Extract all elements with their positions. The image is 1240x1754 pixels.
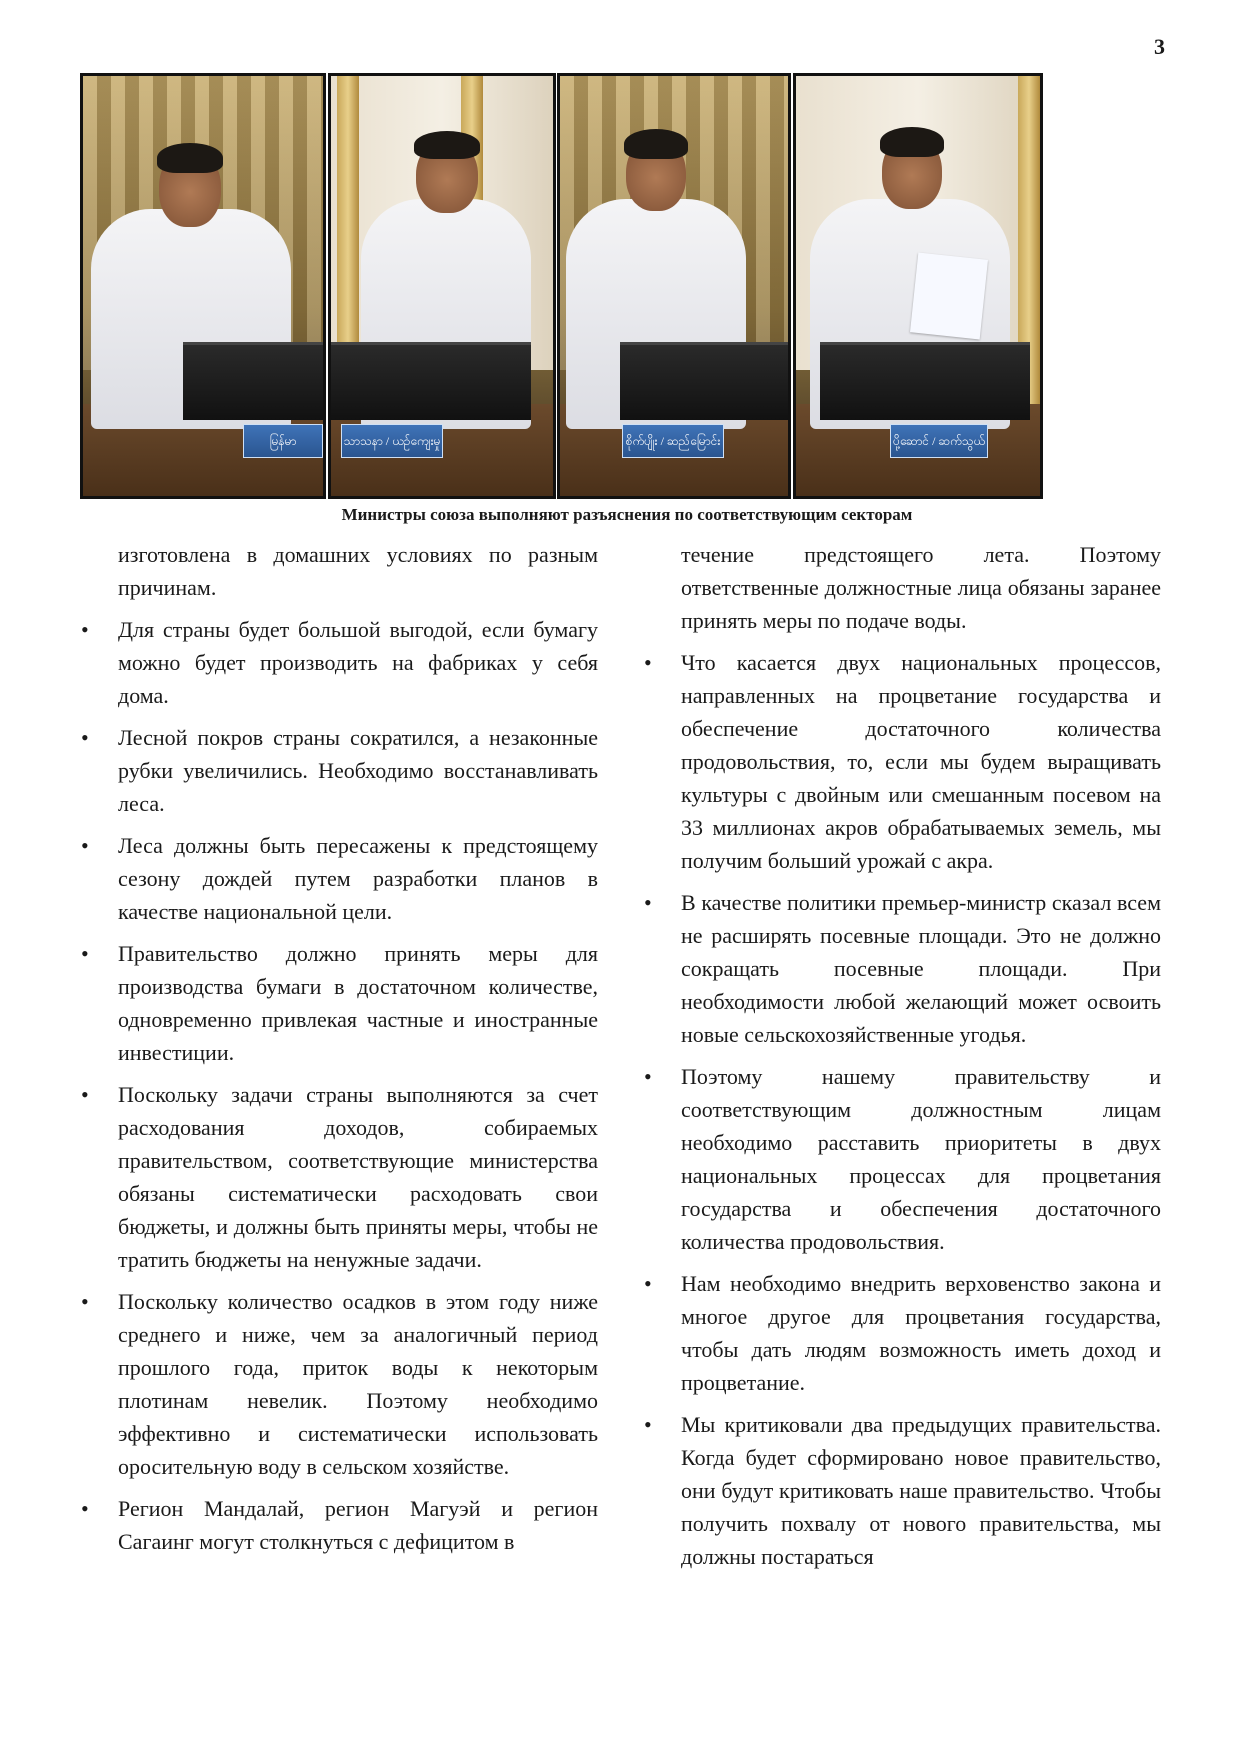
list-item: • Леса должны быть пересажены к предстоящему сезону дождей путем разработки планов в качестве национальной цели. xyxy=(118,829,598,928)
list-item: • Поскольку количество осадков в этом году ниже среднего и ниже, чем за аналогичный период прошлого года, приток воды к некоторым плотинам невелик. Поэтому необходимо эффективно и систематически использовать оросительную воду в сельском хозяйстве. xyxy=(118,1285,598,1483)
list-item: • Для страны будет большой выгодой, если бумагу можно будет производить на фабриках у себя дома. xyxy=(118,613,598,712)
list-item: • Мы критиковали два предыдущих правительства. Когда будет сформировано новое правительство, они будут критиковать наше правительство. Чтобы получить похвалу от нового правительства, мы должны постараться xyxy=(681,1408,1161,1573)
list-item: • Поскольку задачи страны выполняются за счет расходования доходов, собираемых правительством, соответствующие министерства обязаны систематически расходовать свои бюджеты, и должны быть приняты меры, чтобы не тратить бюджеты на ненужные задачи. xyxy=(118,1078,598,1276)
list-item: • Что касается двух национальных процессов, направленных на процветание государства и обеспечение достаточного количества продовольствия, то, если мы будем выращивать культуры с двойным или смешанным посевом на 33 миллионах акров обрабатываемых земель, мы получим больший урожай с акра. xyxy=(681,646,1161,877)
list-item: • Нам необходимо внедрить верховенство закона и многое другое для процветания государства, чтобы дать людям возможность иметь доход и процветание. xyxy=(681,1267,1161,1399)
minister-photo-3 xyxy=(557,73,791,499)
list-item: • Поэтому нашему правительству и соответствующим должностным лицам необходимо расставить приоритеты в двух национальных процессах для процветания государства и обеспечения достаточного количества продовольствия. xyxy=(681,1060,1161,1258)
nameplate: သာသနာ / ယဉ်ကျေးမှု xyxy=(341,424,443,458)
continued-paragraph: изготовлена в домашних условиях по разным причинам. xyxy=(118,542,598,600)
photo-caption: Министры союза выполняют разъяснения по соответствующим секторам xyxy=(341,505,913,524)
list-item: • Регион Мандалай, регион Магуэй и регион Сагаинг могут столкнуться с дефицитом в xyxy=(118,1492,598,1558)
bullet-list xyxy=(118,613,598,1558)
minister-photo-1 xyxy=(80,73,326,499)
list-item: • Правительство должно принять меры для производства бумаги в достаточном количестве, одновременно привлекая частные и иностранные инвестиции. xyxy=(118,937,598,1069)
bullet-list xyxy=(681,646,1161,1573)
nameplate: စိုက်ပျိုး / ဆည်မြောင်း xyxy=(622,424,724,458)
left-column xyxy=(118,538,598,1567)
photo-strip xyxy=(80,73,1174,499)
page-number: 3 xyxy=(1154,34,1165,59)
continued-paragraph: течение предстоящего лета. Поэтому ответственные должностные лица обязаны заранее принять меры по подаче воды. xyxy=(681,542,1161,633)
right-column xyxy=(681,538,1161,1582)
nameplate: မြန်မာ xyxy=(243,424,323,458)
minister-photo-4 xyxy=(793,73,1043,499)
list-item: • Лесной покров страны сократился, а незаконные рубки увеличились. Необходимо восстанавливать леса. xyxy=(118,721,598,820)
list-item: • В качестве политики премьер-министр сказал всем не расширять посевные площади. Это не должно сокращать посевные площади. При необходимости любой желающий может освоить новые сельскохозяйственные угодья. xyxy=(681,886,1161,1051)
nameplate: ပို့ဆောင် / ဆက်သွယ် xyxy=(890,424,988,458)
minister-photo-2 xyxy=(328,73,556,499)
